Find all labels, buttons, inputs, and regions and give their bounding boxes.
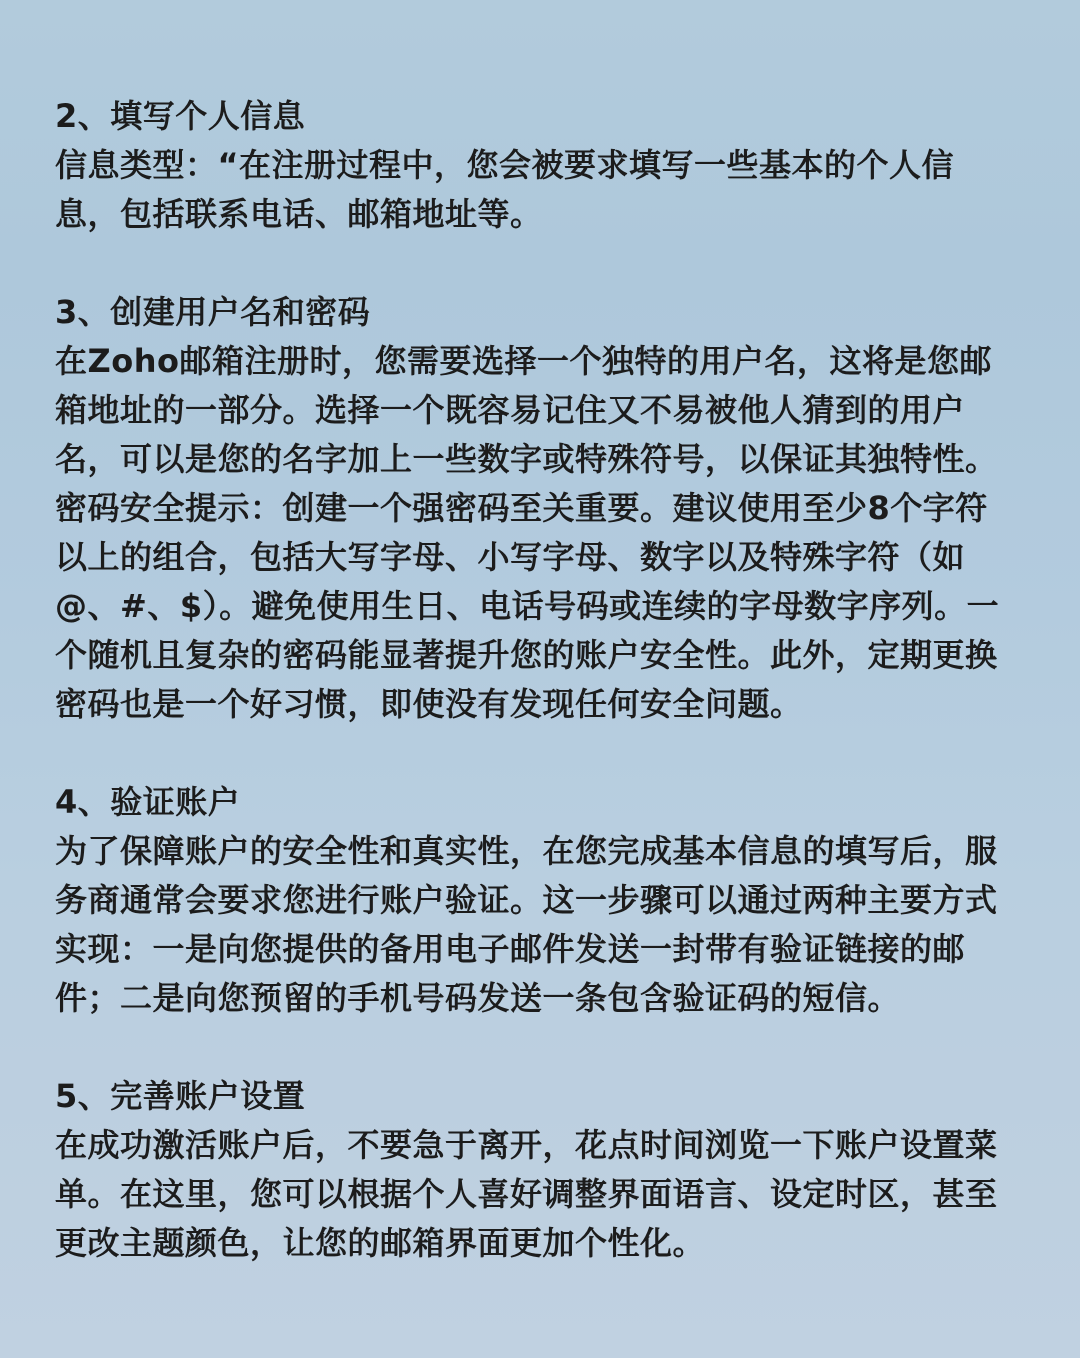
paragraph-line: 密码安全提示：创建一个强密码至关重要。建议使用至少8个字符: [55, 489, 988, 527]
paragraph-line: 箱地址的一部分。选择一个既容易记住又不易被他人猜到的用户: [55, 391, 966, 429]
section-heading: 5、完善账户设置: [55, 1077, 306, 1115]
section-verify-account: [55, 778, 1070, 1023]
section-heading: 3、创建用户名和密码: [55, 293, 371, 331]
paragraph-line: @、#、$）。避免使用生日、电话号码或连续的字母数字序列。一: [55, 587, 1000, 625]
paragraph-line: 在成功激活账户后，不要急于离开，花点时间浏览一下账户设置菜: [55, 1126, 998, 1164]
paragraph-line: 名，可以是您的名字加上一些数字或特殊符号，以保证其独特性。: [55, 440, 998, 478]
section-heading: 4、验证账户: [55, 783, 241, 821]
paragraph-line: 件；二是向您预留的手机号码发送一条包含验证码的短信。: [55, 979, 901, 1017]
paragraph-line: 更改主题颜色，让您的邮箱界面更加个性化。: [55, 1224, 706, 1262]
paragraph-line: 为了保障账户的安全性和真实性，在您完成基本信息的填写后，服: [55, 832, 998, 870]
section-account-settings: [55, 1072, 1070, 1268]
paragraph-line: 以上的组合，包括大写字母、小写字母、数字以及特殊字符（如: [55, 538, 966, 576]
paragraph-line: 实现：一是向您提供的备用电子邮件发送一封带有验证链接的邮: [55, 930, 966, 968]
paragraph-line: 信息类型：“在注册过程中，您会被要求填写一些基本的个人信: [55, 146, 955, 184]
paragraph-line: 在Zoho邮箱注册时，您需要选择一个独特的用户名，这将是您邮: [55, 342, 992, 380]
paragraph-line: 个随机且复杂的密码能显著提升您的账户安全性。此外，定期更换: [55, 636, 998, 674]
article-body: [55, 92, 1070, 1317]
section-create-username-password: [55, 288, 1070, 729]
paragraph-line: 务商通常会要求您进行账户验证。这一步骤可以通过两种主要方式: [55, 881, 998, 919]
section-fill-personal-info: [55, 92, 1070, 239]
paragraph-line: 密码也是一个好习惯，即使没有发现任何安全问题。: [55, 685, 803, 723]
paragraph-line: 息，包括联系电话、邮箱地址等。: [55, 195, 543, 233]
paragraph-line: 单。在这里，您可以根据个人喜好调整界面语言、设定时区，甚至: [55, 1175, 998, 1213]
section-heading: 2、填写个人信息: [55, 97, 306, 135]
